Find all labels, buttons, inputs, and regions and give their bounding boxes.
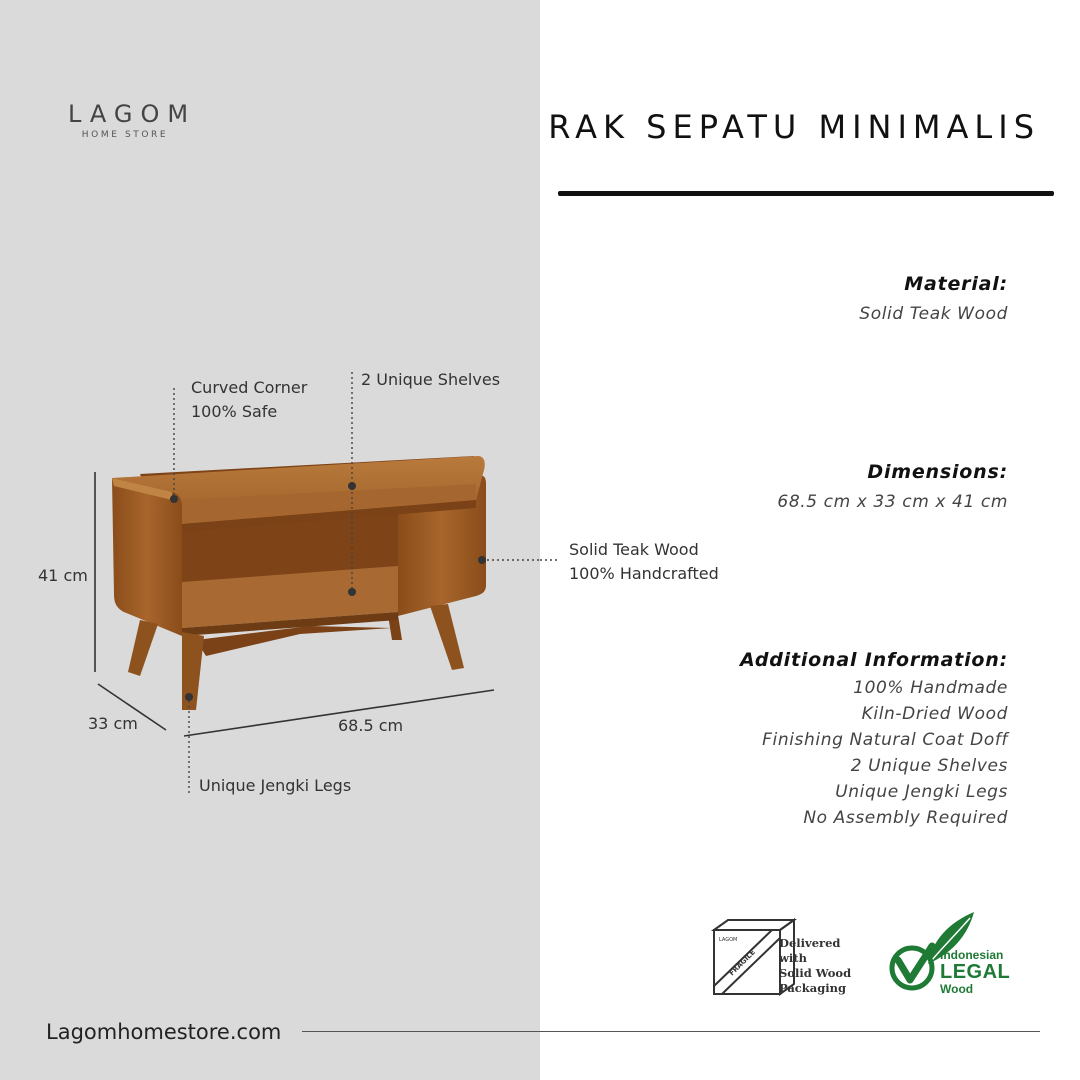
- packaging-text: [779, 936, 870, 996]
- website-link[interactable]: Lagomhomestore.com: [46, 1020, 282, 1044]
- spec-material: [859, 273, 1008, 327]
- leg-front-right: [430, 604, 464, 670]
- callout-curved-corner: [191, 376, 307, 424]
- callout-wood-line1: Solid Teak Wood: [569, 540, 699, 559]
- packaging-badge: [710, 916, 870, 1000]
- callout-corner-line2: 100% Safe: [191, 402, 278, 421]
- product-title: RAK SEPATU MINIMALIS: [548, 108, 1040, 146]
- additional-item: 2 Unique Shelves: [850, 756, 1008, 776]
- legal-line2: LEGAL: [940, 961, 1011, 983]
- packaging-line2: Solid Wood: [779, 966, 852, 980]
- additional-item: Kiln-Dried Wood: [861, 704, 1008, 724]
- material-value: Solid Teak Wood: [859, 304, 1008, 324]
- legal-text: [940, 948, 1010, 996]
- depth-label: 33 cm: [88, 714, 138, 733]
- callout-solid-wood: [569, 538, 719, 586]
- footer-divider: [302, 1031, 1040, 1032]
- callout-shelves-line1: 2 Unique Shelves: [361, 370, 501, 389]
- material-heading: Material:: [904, 273, 1008, 295]
- leg-front-left: [128, 620, 158, 676]
- height-label: 41 cm: [38, 566, 88, 585]
- width-label: 68.5 cm: [338, 716, 404, 735]
- crate-logo: LAGOM: [719, 937, 738, 943]
- callout-legs-line1: Unique Jengki Legs: [199, 776, 352, 795]
- additional-heading: Additional Information:: [739, 649, 1008, 671]
- title-divider: [558, 191, 1054, 196]
- dimensions-heading: Dimensions:: [867, 461, 1008, 483]
- callout-wood-line2: 100% Handcrafted: [569, 564, 719, 583]
- packaging-line3: Packaging: [779, 981, 847, 995]
- callout-legs: [199, 774, 351, 798]
- brand-name: LAGOM: [68, 100, 197, 128]
- packaging-line1: Delivered with: [779, 936, 841, 965]
- additional-item: 100% Handmade: [853, 678, 1008, 698]
- dimensions-value: 68.5 cm x 33 cm x 41 cm: [777, 492, 1008, 512]
- legal-line3: Wood: [940, 982, 974, 996]
- legal-line1: Indonesian: [940, 948, 1004, 962]
- callout-shelves: [361, 368, 500, 392]
- spec-additional: [740, 649, 1008, 831]
- brand-tagline: HOME STORE: [81, 130, 169, 140]
- additional-item: Unique Jengki Legs: [835, 782, 1008, 802]
- crate-fragile-label: FRAGILE: [727, 948, 757, 978]
- additional-item: Finishing Natural Coat Doff: [762, 730, 1008, 750]
- spec-dimensions: [777, 461, 1008, 515]
- wood-leader-extension: [540, 555, 562, 565]
- legal-wood-badge: [888, 910, 1018, 1000]
- callout-corner-line1: Curved Corner: [191, 378, 308, 397]
- additional-item: No Assembly Required: [803, 808, 1008, 828]
